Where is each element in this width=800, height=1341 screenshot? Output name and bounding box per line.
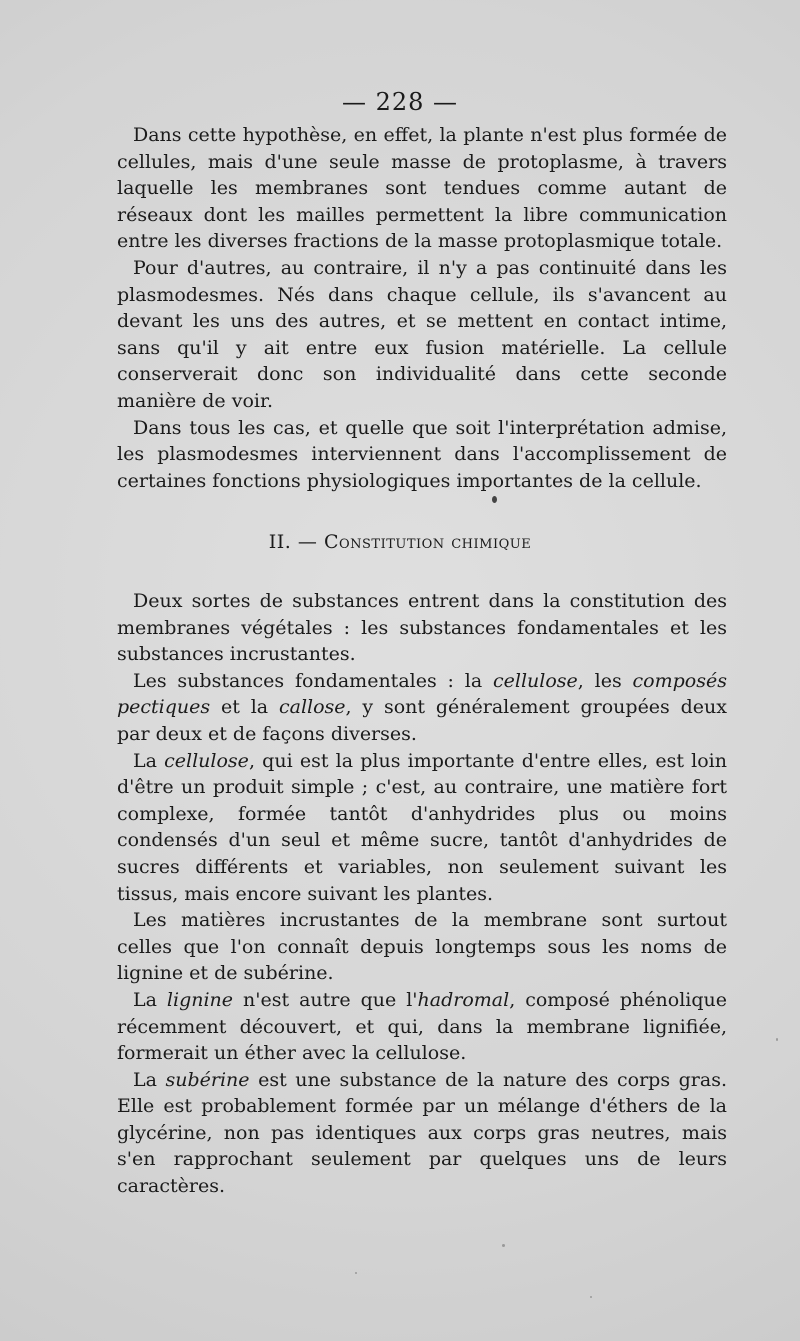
paper-speck [355, 1272, 357, 1274]
paragraph: Deux sortes de substances entrent dans la constitution des membranes végétales : les substances fondamentales et les substances incrustantes. [117, 590, 727, 666]
text-run: , qui est la plus importante d'entre elles, est loin d'être un produit simple ; c'est, au contraire, une matière fort complexe, formée tantôt d'anhydrides plus ou moins condensés d'un seul et même sucre, tantôt d'anhydrides de sucres différents et variables, non seulement suivant les tissus, mais encore suivant les plantes. [117, 749, 727, 905]
section-title: Constitution chimique [323, 531, 532, 553]
text-run: La [133, 1068, 166, 1091]
italic-term: cellulose [164, 749, 249, 772]
italic-term: composés pectiques [117, 669, 727, 719]
text-run: Les substances fondamentales : la [133, 669, 493, 692]
upper-text-block [117, 122, 727, 494]
paper-speck [776, 1038, 778, 1041]
lower-text-block [117, 588, 727, 1200]
section-heading [0, 531, 800, 553]
italic-term: callose [278, 696, 346, 719]
paragraph [117, 668, 727, 748]
paragraph [117, 1067, 727, 1200]
paragraph [117, 748, 727, 908]
paragraph: Les matières incrustantes de la membrane sont surtout celles que l'on connaît depuis longtemps sous les noms de lignine et de subérine. [117, 909, 727, 985]
paragraph: Dans cette hypothèse, en effet, la plante n'est plus formée de cellules, mais d'une seule masse de protoplasme, à travers laquelle les membranes sont tendues comme autant de réseaux dont les mailles permettent la libre communication entre les diverses fractions de la masse protoplasmique totale. [117, 124, 727, 253]
italic-term: lignine [166, 988, 234, 1011]
italic-term: subérine [165, 1068, 250, 1091]
paper-speck [590, 1296, 592, 1298]
text-run: La [133, 749, 165, 772]
text-run: , y sont généralement groupées deux par deux et de façons diverses. [117, 696, 728, 745]
text-run: La [133, 988, 167, 1011]
section-number: II. — [268, 531, 318, 553]
page-number: — 228 — [341, 88, 459, 116]
paragraph [117, 987, 727, 1067]
italic-term: cellulose [492, 669, 578, 692]
paper-speck [502, 1244, 505, 1247]
paragraph: Pour d'autres, au contraire, il n'y a pas continuité dans les plasmodesmes. Nés dans chaque cellule, ils s'avancent au devant les uns des autres, et se mettent en contact intime, sans qu'il y ait entre eux fusion matérielle. La cellule conserverait donc son individualité dans cette seconde manière de voir. [117, 256, 727, 412]
text-run: n'est autre que l' [233, 988, 418, 1011]
ink-mark [492, 496, 497, 503]
italic-term: hadromal [417, 988, 510, 1011]
text-run: est une substance de la nature des corps gras. Elle est probablement formée par un mélange d'éthers de la glycérine, non pas identiques aux corps gras neutres, mais s'en rapprochant seulement par quelques uns de leurs caractères. [117, 1068, 728, 1198]
paragraph: Dans tous les cas, et quelle que soit l'interprétation admise, les plasmodesmes interviennent dans l'accomplissement de certaines fonctions physiologiques importantes de la cellule. [117, 416, 727, 492]
text-run: , les [577, 669, 633, 692]
text-run: et la [210, 696, 279, 719]
text-run: , composé phénolique récemment découvert, et qui, dans la membrane lignifiée, formerait un éther avec la cellulose. [117, 988, 727, 1065]
